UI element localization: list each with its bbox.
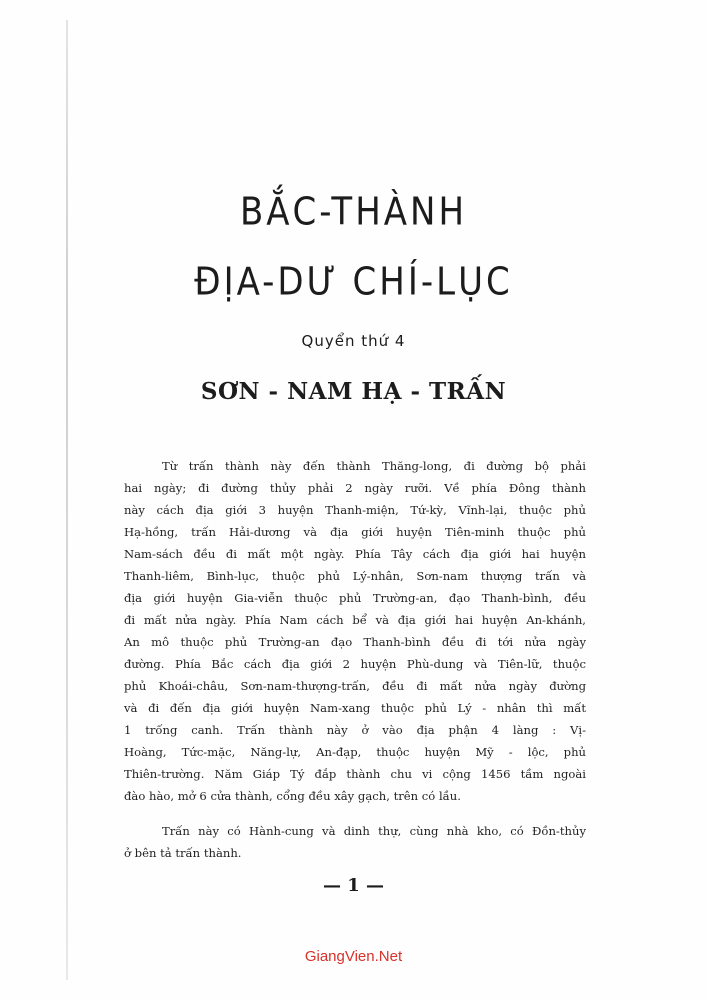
paragraph-line: ở bên tả trấn thành. (124, 846, 242, 860)
paragraph-line: Từ trấn thành này đến thành Thăng-long, đi đường bộ phải (162, 459, 586, 473)
title-line-1: BẮC-THÀNH (239, 189, 468, 235)
paragraph-line: Thanh-liêm, Bình-lục, thuộc phủ Lý-nhân, Sơn-nam thượng trấn và (124, 569, 586, 583)
paragraph-line: Hạ-hồng, trấn Hải-dương và địa giới huyện Tiên-minh thuộc phủ (124, 525, 586, 539)
paragraph-line: đi mất nửa ngày. Phía Nam cách bể và địa giới hai huyện An-khánh, (124, 613, 586, 627)
section-title: SƠN - NAM HẠ - TRẤN (200, 378, 507, 405)
paragraph-line: Hoàng, Tức-mặc, Năng-lự, An-đạp, thuộc huyện Mỹ - lộc, phủ (124, 745, 586, 759)
paragraph-line: Nam-sách đều đi mất một ngày. Phía Tây cách địa giới hai huyện (124, 547, 586, 561)
paragraph-line: Trấn này có Hành-cung và dinh thự, cùng nhà kho, có Đồn-thủy (162, 824, 586, 838)
paragraph-1 (124, 455, 586, 807)
volume-label: Quyển thứ 4 (301, 332, 406, 350)
paragraph-line: phủ Khoái-châu, Sơn-nam-thượng-trấn, đều đi mất nửa ngày đường (124, 679, 586, 693)
paragraph-line: 1 trống canh. Trấn thành này ở vào địa phận 4 làng : Vị- (124, 723, 586, 737)
scan-edge-line (66, 20, 68, 980)
paragraph-line: này cách địa giới 3 huyện Thanh-miện, Tứ-kỳ, Vĩnh-lại, thuộc phủ (124, 503, 586, 517)
page-number: — 1 — (322, 875, 385, 896)
watermark: GiangVien.Net (304, 948, 403, 965)
paragraph-line: hai ngày; đi đường thủy phải 2 ngày rưỡi. Về phía Đông thành (124, 481, 586, 495)
title-line-2: ĐỊA-DƯ CHÍ-LỤC (194, 259, 513, 305)
paragraph-2 (124, 820, 586, 864)
paragraph-line: đào hào, mở 6 cửa thành, cổng đều xây gạch, trên có lầu. (124, 789, 461, 803)
paragraph-line: Thiên-trường. Năm Giáp Tý đắp thành chu vi cộng 1456 tầm ngoài (124, 767, 586, 781)
paragraph-line: địa giới huyện Gia-viễn thuộc phủ Trường-an, đạo Thanh-bình, đều (124, 591, 586, 605)
paragraph-line: đường. Phía Bắc cách địa giới 2 huyện Phù-dung và Tiên-lữ, thuộc (124, 657, 586, 671)
paragraph-line: và đi đến địa giới huyện Nam-xang thuộc phủ Lý - nhân thì mất (124, 701, 586, 715)
paragraph-line: An mô thuộc phủ Trường-an đạo Thanh-bình đều đi tới nửa ngày (124, 635, 586, 649)
